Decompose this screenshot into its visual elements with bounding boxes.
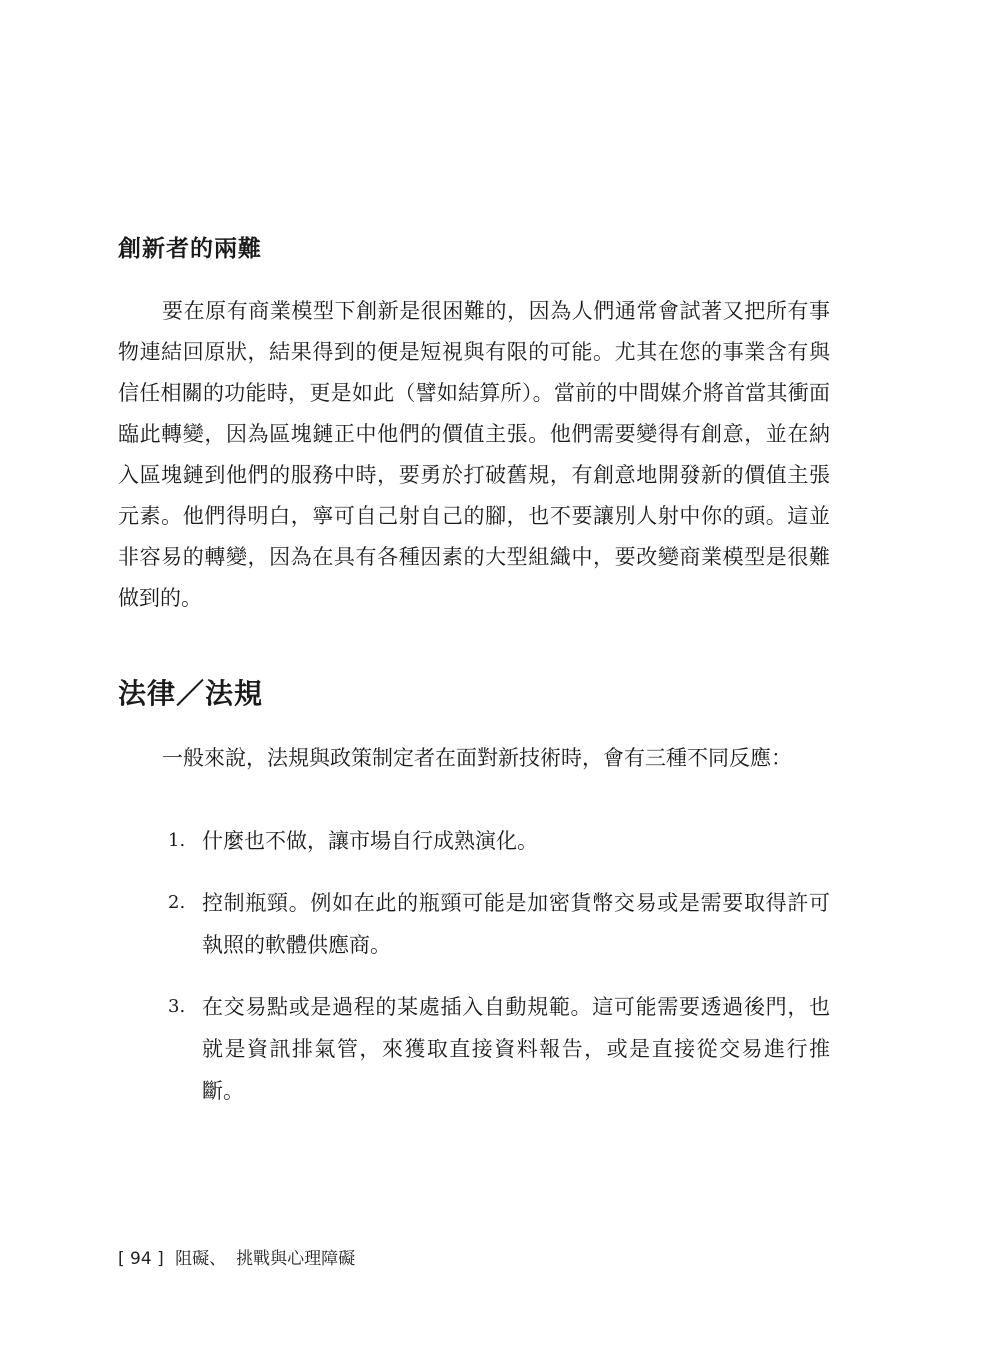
list-item [160,882,830,966]
section-heading-law: 法律／法規 [118,677,264,710]
list-number: 3. [168,996,186,1017]
response-list [160,820,830,1132]
paragraph-law-intro: 一般來說，法規與政策制定者在面對新技術時，會有三種不同反應： [162,746,792,770]
list-number: 2. [168,892,186,913]
list-text: 控制瓶頸。例如在此的瓶頸可能是加密貨幣交易或是需要取得許可執照的軟體供應商。 [202,891,830,957]
section-subheading: 創新者的兩難 [118,236,262,262]
list-item [160,986,830,1112]
chapter-title-part2: 挑戰與心理障礙 [236,1249,356,1269]
paragraph-innovators-dilemma: 要在原有商業模型下創新是很困難的，因為人們通常會試著又把所有事物連結回原狀，結果得到的便是短視與有限的可能。尤其在您的事業含有與信任相關的功能時，更是如此（譬如結算所）。當前的中間媒介將首當其衝面臨此轉變，因為區塊鏈正中他們的價值主張。他們需要變得有創意，並在納入區塊鏈到他們的服務中時，要勇於打破舊規，有創意地開發新的價值主張元素。他們得明白，寧可自己射自己的腳，也不要讓別人射中你的頭。這並非容易的轉變，因為在具有各種因素的大型組織中，要改變商業模型是很難做到的。 [118,299,830,610]
chapter-title-part1: 阻礙、 [175,1249,227,1269]
list-item [160,820,830,862]
page-footer [118,1244,355,1269]
list-number: 1. [168,830,186,851]
page-number: [ 94 ] [118,1249,164,1269]
list-text: 什麼也不做，讓市場自行成熟演化。 [202,829,538,853]
list-text: 在交易點或是過程的某處插入自動規範。這可能需要透過後門，也就是資訊排氣管，來獲取直接資料報告，或是直接從交易進行推斷。 [202,995,830,1103]
